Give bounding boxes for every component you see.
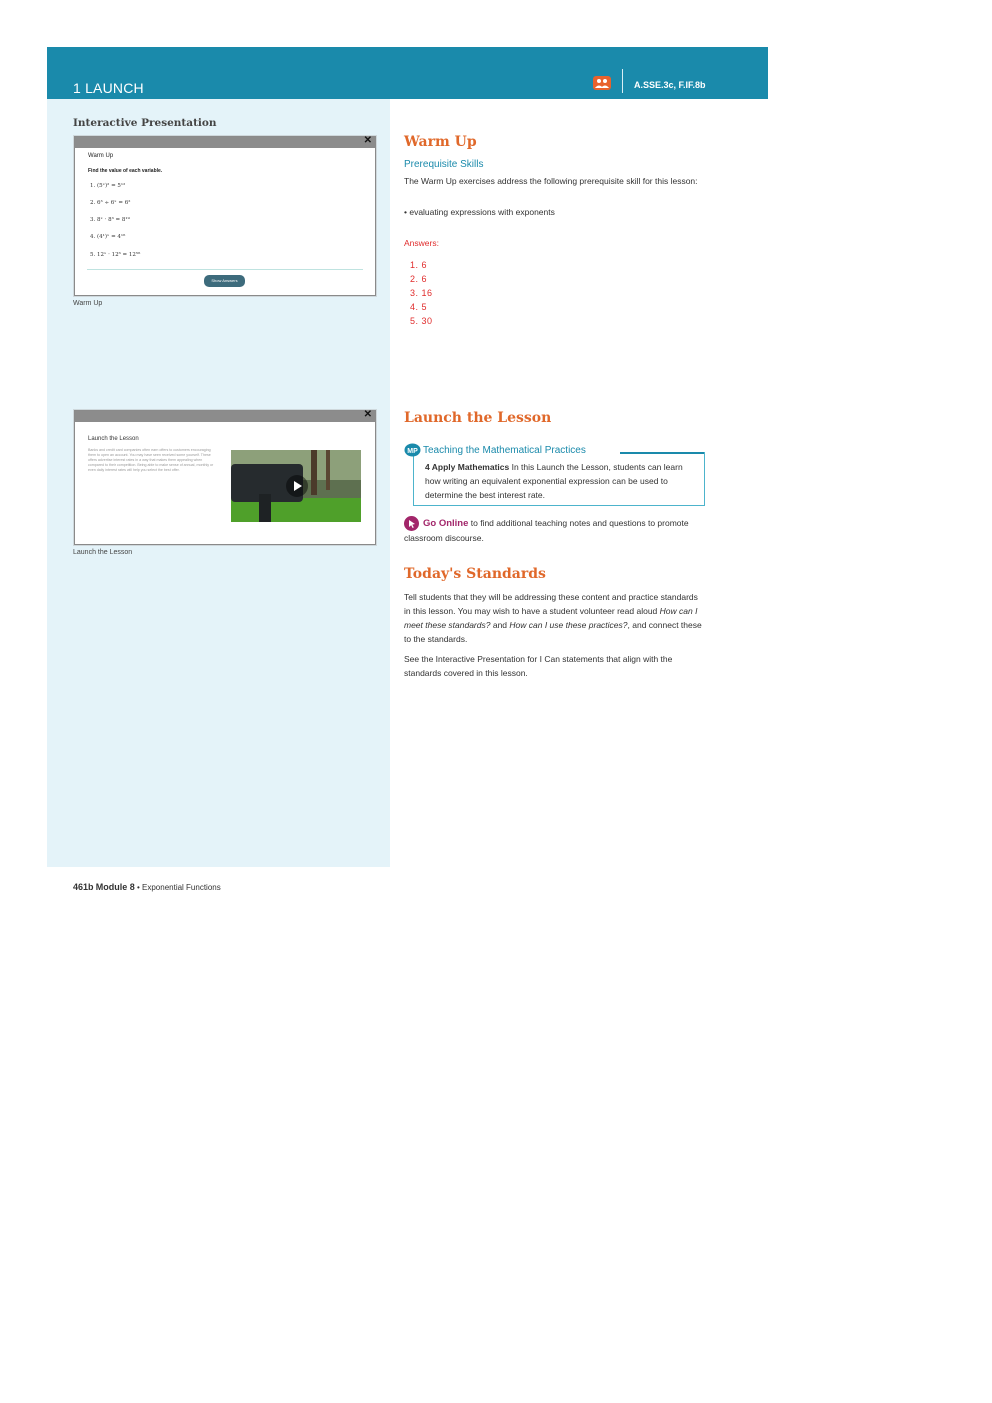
go-online-note: [404, 516, 704, 545]
answer-item: 1. 6: [410, 260, 428, 270]
standards-codes: A.SSE.3c, F.IF.8b: [634, 80, 706, 90]
launch-lesson-caption: Launch the Lesson: [73, 549, 133, 556]
go-online-link[interactable]: Go Online: [423, 518, 469, 529]
close-icon[interactable]: ✕: [363, 135, 372, 146]
slide-divider: [87, 269, 363, 270]
standards-paragraph: [404, 590, 704, 646]
play-icon[interactable]: [285, 474, 309, 498]
prerequisite-skills-heading: Prerequisite Skills: [404, 159, 484, 170]
text-span: Tell students that they will be addressing these content and practice standards in this lesson. You may wish to have a student volunteer read aloud: [404, 592, 698, 616]
mp-badge-icon: [404, 443, 421, 457]
header-divider: [622, 69, 623, 93]
practice-description: In this Launch the Lesson, students can learn how writing an equivalent exponential expression can be used to determine the best interest rate.: [425, 462, 683, 500]
slide-titlebar: [75, 137, 375, 148]
math-practices-title: Teaching the Mathematical Practices: [423, 445, 586, 456]
group-icon: [593, 76, 611, 90]
text-span: and: [490, 620, 510, 630]
answers-label: Answers:: [404, 238, 439, 248]
page-footer: [73, 882, 221, 892]
warm-up-heading: Warm Up: [404, 134, 477, 150]
warm-up-intro: The Warm Up exercises address the following prerequisite skill for this lesson:: [404, 176, 698, 186]
slide-item: 5. 12ˣ · 12⁶ = 12⁵⁶: [90, 252, 141, 258]
go-online-text: to find additional teaching notes and questions to promote classroom discourse.: [404, 518, 689, 543]
answer-item: 5. 30: [410, 316, 433, 326]
answer-item: 4. 5: [410, 302, 428, 312]
slide-titlebar: [75, 411, 375, 422]
slide-title: Warm Up: [88, 153, 114, 159]
italic-question: How can I meet these standards?: [404, 606, 698, 630]
close-icon[interactable]: ✕: [363, 409, 372, 420]
section-header: [47, 47, 768, 99]
italic-question: How can I use these practices?: [509, 620, 628, 630]
module-label: Module 8: [95, 882, 135, 892]
interactive-presentation-heading: Interactive Presentation: [73, 117, 217, 129]
launch-lesson-heading: Launch the Lesson: [404, 410, 552, 426]
skill-bullet: • evaluating expressions with exponents: [404, 207, 555, 217]
practice-name: 4 Apply Mathematics: [425, 462, 510, 472]
i-can-paragraph: See the Interactive Presentation for I Can statements that align with the standards covered in this lesson.: [404, 654, 673, 678]
module-topic: Exponential Functions: [142, 883, 221, 892]
page-number: 461b: [73, 882, 94, 892]
slide-item: 1. (5ˣ)² = 5¹²: [90, 183, 126, 189]
section-title: 1 LAUNCH: [73, 80, 144, 96]
launch-lesson-slide[interactable]: [74, 410, 376, 545]
slide-item: 3. 8ˣ · 8³ = 8¹⁹: [90, 217, 130, 223]
slide-item: 2. 6³ ÷ 6ˣ = 6²: [90, 200, 131, 206]
slide-instructions: Find the value of each variable.: [88, 168, 163, 174]
todays-standards-heading: Today's Standards: [404, 566, 546, 582]
footer-separator: •: [134, 883, 143, 892]
math-practices-text: [425, 460, 695, 502]
warm-up-slide[interactable]: [74, 136, 376, 296]
warm-up-caption: Warm Up: [73, 300, 103, 307]
svg-text:MP: MP: [407, 447, 418, 455]
text-span: , and connect these to the standards.: [404, 620, 702, 644]
answers-list: [410, 258, 433, 328]
answer-item: 3. 16: [410, 288, 433, 298]
show-answers-button[interactable]: Show Answers: [204, 275, 245, 287]
answer-item: 2. 6: [410, 274, 428, 284]
slide-title: Launch the Lesson: [88, 436, 139, 442]
slide-item: 4. (4¹)ˣ = 4¹⁶: [90, 234, 126, 240]
slide-text: Banks and credit card companies often earn offers to customers encouraging them to open an account. You may have seen received some yourself. These offers advertise interest rates in a way that makes them appealing when compared to their competition. Being able to make sense of annual, monthly or even daily interest rates will help you select the best offer.: [88, 448, 214, 472]
video-player[interactable]: [231, 450, 361, 522]
